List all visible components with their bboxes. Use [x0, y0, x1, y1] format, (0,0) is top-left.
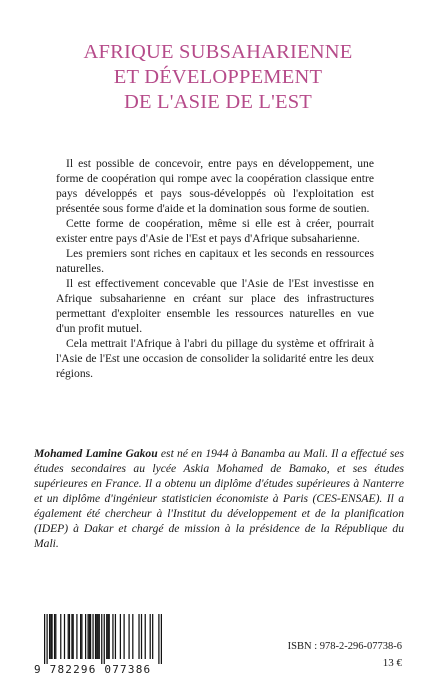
barcode-bar — [96, 614, 97, 659]
barcode-bar — [69, 614, 70, 659]
barcode-bar — [138, 614, 139, 659]
barcode-bar — [132, 614, 133, 659]
book-title — [0, 40, 436, 115]
summary-paragraph: Il est possible de concevoir, entre pays en développement, une forme de coopération qui rompe avec la coopération classique entre pays développés et pays sous-développés où l'exploitation est présentée sous forme d'aide et la domination sous forme de soutien. — [56, 157, 374, 215]
barcode-bar — [68, 614, 69, 659]
isbn: ISBN : 978-2-296-07738-6 — [287, 641, 402, 652]
barcode-bar — [55, 614, 56, 659]
barcode-bar — [106, 614, 107, 659]
back-cover-summary — [56, 156, 374, 381]
barcode-bar — [80, 614, 81, 659]
barcode-bar — [95, 614, 96, 659]
barcode-bar — [109, 614, 110, 659]
barcode-bar — [158, 614, 159, 664]
barcode-bar — [141, 614, 142, 659]
barcode-bar — [85, 614, 86, 659]
barcode-bar — [50, 614, 51, 659]
barcode-bar — [51, 614, 52, 659]
barcode-bars — [44, 614, 162, 664]
barcode-digits: 9 782296 077386 — [34, 663, 152, 676]
author-bio-text: est né en 1944 à Banamba au Mali. Il a effectué ses études secondaires au lycée Askia Mohamed de Bamako, et ses études supérieures en France. Il a obtenu un diplôme d'études supérieures à Nanterre et un diplôme d'ingénieur statisticien économiste à Paris (CES-ENSAE). Il a également été chercheur à l'Institut du développement et de la planification (IDEP) à Dakar et chargé de mission à la présidence de la République du Mali. — [34, 447, 405, 550]
barcode-bar — [97, 614, 98, 659]
barcode-bar — [101, 614, 102, 664]
author-bio — [34, 446, 404, 551]
barcode-bar — [81, 614, 82, 659]
summary-paragraph: Cette forme de coopération, même si elle est à créer, pourrait exister entre pays d'Asie de l'Est et pays d'Afrique subsaharienne. — [56, 217, 374, 245]
barcode-bar — [87, 614, 88, 659]
author-name: Mohamed Lamine Gakou — [34, 447, 158, 460]
barcode-bar — [107, 614, 108, 659]
barcode-bar — [161, 614, 162, 664]
barcode-bar — [60, 614, 61, 659]
title-line-1: AFRIQUE SUBSAHARIENNE — [83, 41, 353, 63]
summary-paragraph: Les premiers sont riches en capitaux et les seconds en ressources naturelles. — [56, 247, 374, 275]
barcode-bar — [76, 614, 77, 659]
barcode-bar — [99, 614, 100, 659]
barcode-bar — [92, 614, 93, 659]
author-bio-paragraph — [34, 446, 404, 551]
barcode-bar — [123, 614, 124, 659]
barcode-bar — [128, 614, 129, 659]
barcode-bar — [44, 614, 45, 664]
barcode-bar — [46, 614, 47, 664]
barcode-bar — [145, 614, 146, 659]
barcode-bar — [152, 614, 153, 659]
barcode-bar — [64, 614, 65, 659]
barcode-bar — [120, 614, 121, 659]
price: 13 € — [382, 657, 402, 669]
barcode-bar — [112, 614, 113, 659]
title-line-2: ET DÉVELOPPEMENT — [113, 66, 323, 88]
barcode-bar — [49, 614, 50, 659]
summary-paragraph: Il est effectivement concevable que l'Asie de l'Est investisse en Afrique subsaharienne en créant sur place des infrastructures permettant d'exploiter ensemble les ressources naturelles en vue d'un profit mutuel. — [56, 277, 374, 335]
barcode-bar — [54, 614, 55, 659]
summary-paragraph: Cela mettrait l'Afrique à l'abri du pillage du système et offrirait à l'Asie de l'Est une occasion de consolider la solidarité entre les deux régions. — [56, 337, 374, 380]
barcode-bar — [104, 614, 105, 664]
barcode-bar — [73, 614, 74, 659]
barcode-bar — [71, 614, 72, 659]
barcode-bar — [115, 614, 116, 659]
title-line-3: DE L'ASIE DE L'EST — [123, 91, 313, 113]
barcode — [34, 614, 164, 678]
barcode-bar — [150, 614, 151, 659]
barcode-bar — [89, 614, 90, 659]
barcode-bar — [90, 614, 91, 659]
